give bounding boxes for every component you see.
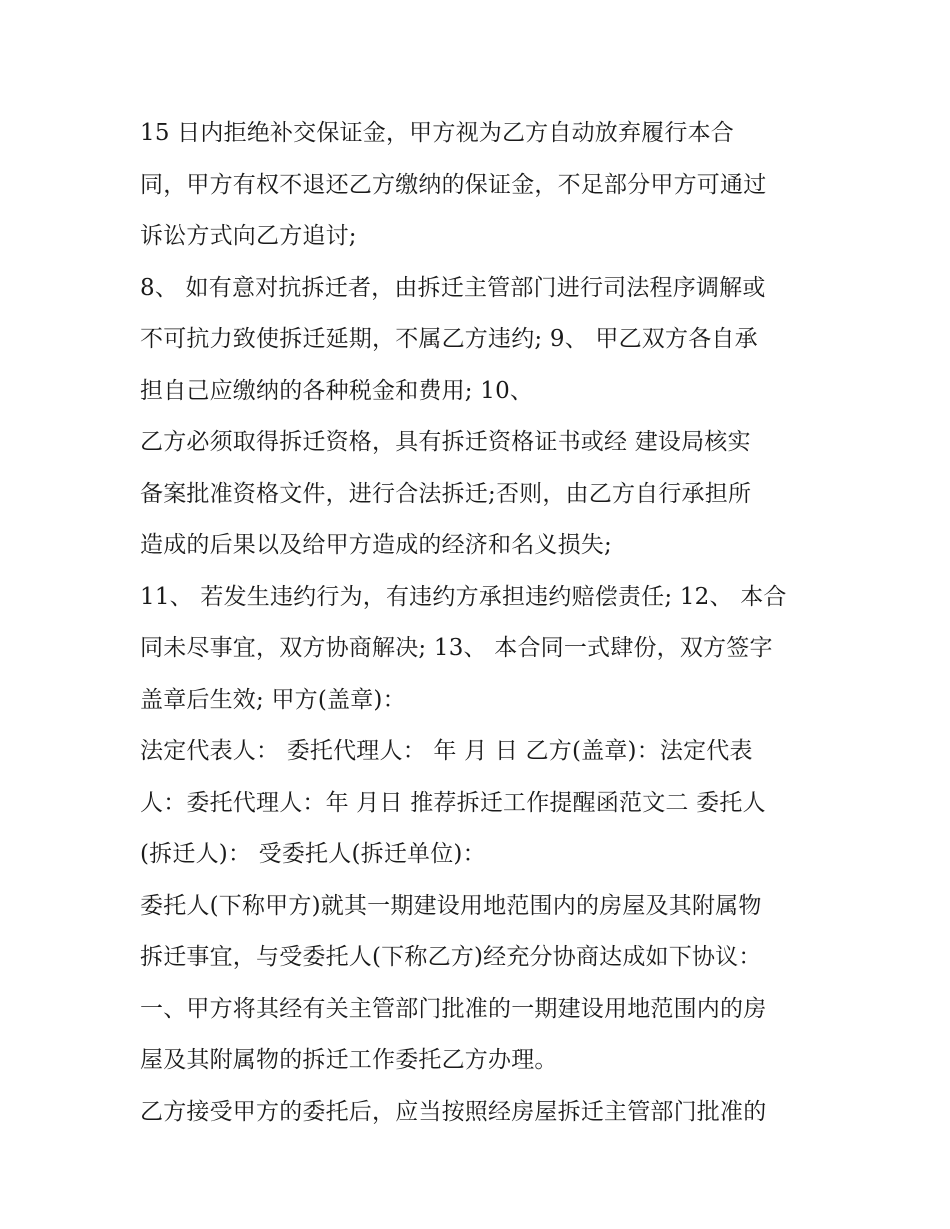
document-body xyxy=(140,108,830,1138)
text-line: 8、 如有意对抗拆迁者，由拆迁主管部门进行司法程序调解或 xyxy=(140,274,766,301)
text-line: 15 日内拒绝补交保证金，甲方视为乙方自动放弃履行本合 xyxy=(140,120,734,146)
text-line: (拆迁人)： 受委托人(拆迁单位)： xyxy=(140,841,486,867)
text-line: 委托人(下称甲方)就其一期建设用地范围内的房屋及其附属物 xyxy=(140,892,762,919)
text-line: 备案批准资格文件，进行合法拆迁;否则，由乙方自行承担所 xyxy=(140,480,752,507)
text-line: 人：委托代理人：年 月日 推荐拆迁工作提醒函范文二 委托人 xyxy=(140,789,766,816)
text-line: 诉讼方式向乙方追讨; xyxy=(140,223,357,249)
text-line: 担自己应缴纳的各种税金和费用; 10、 xyxy=(140,377,534,404)
text-line: 不可抗力致使拆迁延期，不属乙方违约; 9、 甲乙双方各自承 xyxy=(140,326,758,352)
text-line: 屋及其附属物的拆迁工作委托乙方办理。 xyxy=(140,1047,558,1073)
text-line: 一、甲方将其经有关主管部门批准的一期建设用地范围内的房 xyxy=(140,995,767,1022)
text-line: 同未尽事宜，双方协商解决; 13、 本合同一式肆份，双方签字 xyxy=(140,635,773,661)
text-line: 同，甲方有权不退还乙方缴纳的保证金，不足部分甲方可通过 xyxy=(140,171,767,198)
text-line: 拆迁事宜，与受委托人(下称乙方)经充分协商达成如下协议： xyxy=(140,944,762,970)
text-line: 乙方必须取得拆迁资格，具有拆迁资格证书或经 建设局核实 xyxy=(140,429,751,455)
text-line: 11、 若发生违约行为，有违约方承担违约赔偿责任; 12、 本合 xyxy=(140,583,787,610)
text-line: 乙方接受甲方的委托后，应当按照经房屋拆迁主管部门批准的 xyxy=(140,1098,767,1125)
text-line: 盖章后生效; 甲方(盖章)： xyxy=(140,686,406,713)
text-line: 造成的后果以及给甲方造成的经济和名义损失; xyxy=(140,532,612,558)
text-line: 法定代表人： 委托代理人： 年 月 日 乙方(盖章)：法定代表 xyxy=(140,738,753,764)
